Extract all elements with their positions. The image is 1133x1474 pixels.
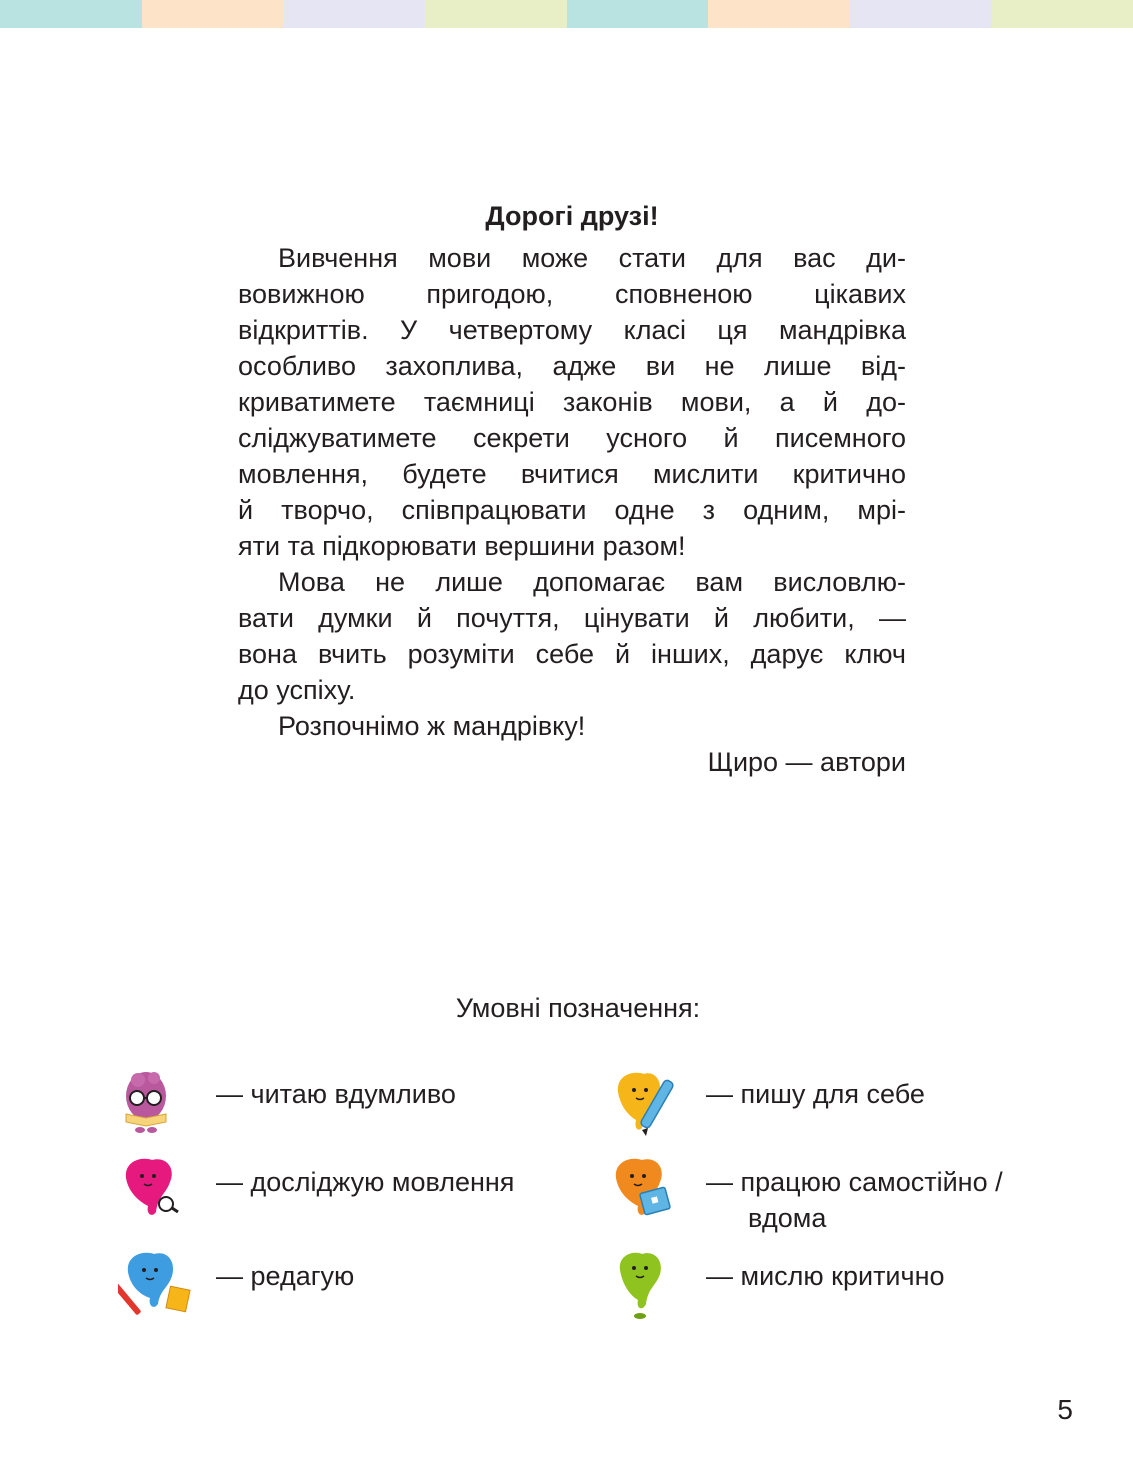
legend-item-label: — читаю вдумливо <box>216 1079 456 1109</box>
top-color-strip <box>0 0 1133 28</box>
reading-owl-icon <box>118 1062 198 1142</box>
legend-item-reading <box>118 1062 456 1142</box>
homework-character-icon <box>608 1150 688 1230</box>
legend-item-label: — мислю критично <box>706 1261 945 1291</box>
legend-item-research <box>118 1150 514 1230</box>
paragraph-line: вати думки й почуття, цінувати й любити, — <box>238 603 906 633</box>
paragraph-2 <box>238 564 906 708</box>
paragraph-3: Розпочнімо ж мандрівку! <box>278 711 586 741</box>
legend-item-writing <box>608 1062 925 1142</box>
paragraph-line: Мова не лише допомагає вам висловлю- <box>278 567 906 597</box>
writing-character-icon <box>608 1062 688 1142</box>
legend-item-critical-thinking <box>608 1244 945 1324</box>
intro-letter <box>238 198 906 780</box>
legend-item-label-line: — працюю самостійно / <box>706 1167 1003 1197</box>
paragraph-line: вовижною пригодою, сповненою цікавих <box>238 279 906 309</box>
legend-title: Умовні позначення: <box>455 993 701 1023</box>
strip-segment <box>991 0 1133 28</box>
legend-item-label: — пишу для себе <box>706 1079 925 1109</box>
legend-item-label-line: вдома <box>748 1203 827 1233</box>
strip-segment <box>0 0 142 28</box>
paragraph-line: особливо захоплива, адже ви не лише від- <box>238 351 906 381</box>
editing-character-icon <box>118 1244 198 1324</box>
strip-segment <box>708 0 850 28</box>
paragraph-line: криватимете таємниці законів мови, а й до- <box>238 387 906 417</box>
strip-segment <box>425 0 567 28</box>
signature: Щиро — автори <box>707 747 906 777</box>
legend-item-label: — досліджую мовлення <box>216 1167 515 1197</box>
paragraph-line: до успіху. <box>238 675 356 705</box>
strip-segment <box>283 0 425 28</box>
paragraph-line: яти та підкорювати вершини разом! <box>238 531 686 561</box>
research-character-icon <box>118 1150 198 1230</box>
paragraph-line: сліджуватимете секрети усного й писемного <box>238 423 906 453</box>
paragraph-line: мовлення, будете вчитися мислити критично <box>238 459 906 489</box>
paragraph-line: відкриттів. У четвертому класі ця мандрівка <box>238 315 906 345</box>
paragraph-line: Вивчення мови може стати для вас ди- <box>278 243 906 273</box>
legend-item-label <box>706 1164 1003 1236</box>
paragraph-line: вона вчить розуміти себе й інших, дарує ключ <box>238 639 906 669</box>
strip-segment <box>142 0 284 28</box>
strip-segment <box>567 0 709 28</box>
paragraph-line: й творчо, співпрацювати одне з одним, мрі- <box>238 495 906 525</box>
legend-item-homework <box>608 1150 1003 1236</box>
legend-item-editing <box>118 1244 354 1324</box>
strip-segment <box>850 0 992 28</box>
thinking-character-icon <box>608 1244 688 1324</box>
paragraph-1 <box>238 240 906 564</box>
page-number: 5 <box>1057 1394 1073 1425</box>
letter-title: Дорогі друзі! <box>485 201 659 231</box>
legend-item-label: — редагую <box>216 1261 355 1291</box>
